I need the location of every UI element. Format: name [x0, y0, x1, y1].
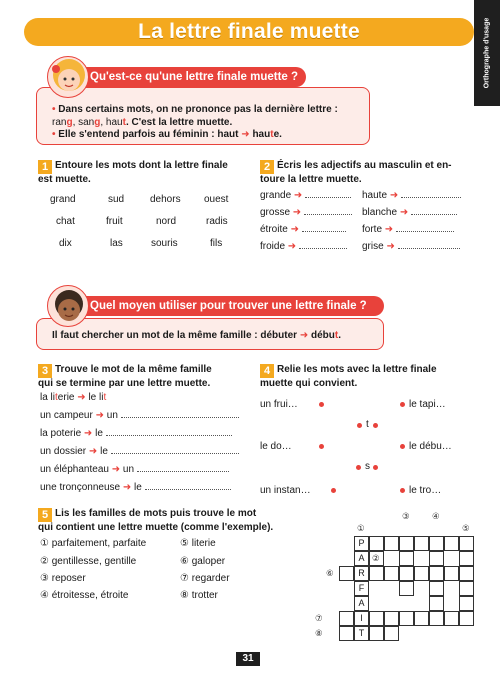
boy-avatar	[47, 285, 89, 327]
crossword-cell[interactable]	[399, 551, 414, 566]
family-article: le	[134, 482, 142, 493]
family-list-1: ① parfaitement, parfaite	[40, 538, 147, 549]
adjective-blanche: blanche	[362, 207, 398, 218]
definition-text-2: . C'est la lettre muette.	[125, 117, 233, 128]
word-haut: hau	[105, 117, 123, 128]
word-sud[interactable]: sud	[108, 194, 125, 205]
link-dot[interactable]	[357, 423, 362, 428]
adjective-haute: haute	[362, 190, 388, 201]
exercise-5-title	[38, 508, 318, 535]
exercise-3-title-line-2: qui se termine par une lettre muette.	[38, 378, 211, 389]
family-list-2: ② gentillesse, gentille	[40, 556, 137, 567]
crossword-cell[interactable]	[369, 536, 384, 551]
link-word-tapis: le tapi…	[409, 399, 446, 410]
example-lit-letter: t	[103, 392, 107, 403]
family-list-6: ⑥ galoper	[180, 556, 226, 567]
crossword-cell-letter[interactable]: A	[354, 596, 369, 611]
method-banner: Quel moyen utiliser pour trouver une lettre finale ?	[70, 296, 384, 316]
link-dot[interactable]	[400, 488, 405, 493]
adjective-froide: froide	[260, 241, 286, 252]
exercise-1-title-line-2: est muette.	[38, 174, 91, 185]
word-haut-end: t	[122, 117, 126, 128]
link-left-3	[260, 485, 311, 496]
method-text: Il faut chercher un mot de la même famille : débuter	[52, 330, 298, 341]
link-dot[interactable]	[356, 465, 361, 470]
crossword-clue-number: ⑥	[326, 568, 334, 578]
adjective-grande: grande	[260, 190, 292, 201]
exercise-1-title	[38, 160, 248, 187]
answer-blank[interactable]	[398, 241, 460, 249]
word-dix[interactable]: dix	[59, 238, 72, 249]
exercise-4-title-line-2: muette qui convient.	[260, 378, 358, 389]
crossword-clue-number: ⑧	[315, 628, 323, 638]
crossword-cell[interactable]	[384, 536, 399, 551]
link-word-dos: le do…	[260, 441, 292, 452]
exercise-3-title-line-1: Trouve le mot de la même famille	[55, 364, 212, 375]
crossword-cell[interactable]	[339, 626, 354, 641]
word-fruit[interactable]: fruit	[106, 216, 123, 227]
page-number: 31	[236, 652, 260, 666]
family-row-4: un éléphanteau ➜ un	[40, 464, 229, 475]
crossword-clue-number: ③	[402, 511, 410, 521]
family-article: le	[95, 428, 103, 439]
crossword-cell[interactable]	[444, 611, 459, 626]
crossword-cell[interactable]	[339, 566, 354, 581]
crossword-cell[interactable]	[414, 611, 429, 626]
link-dot[interactable]	[400, 402, 405, 407]
family-article: un	[106, 410, 118, 421]
example-literie-start: la li	[40, 392, 56, 403]
family-row-3: un dossier ➜ le	[40, 446, 239, 457]
link-right-3	[409, 485, 441, 496]
adjective-row-4-right: grise ➜	[362, 241, 460, 252]
crossword-cell[interactable]	[444, 566, 459, 581]
crossword-cell[interactable]	[429, 551, 444, 566]
crossword-cell[interactable]	[399, 566, 414, 581]
method-line	[52, 330, 341, 341]
crossword-cell-letter[interactable]: T	[354, 626, 369, 641]
crossword-cell[interactable]	[429, 611, 444, 626]
family-row-2: la poterie ➜ le	[40, 428, 232, 439]
answer-blank[interactable]	[121, 410, 239, 418]
crossword-cell[interactable]	[459, 536, 474, 551]
title-bar	[24, 18, 474, 46]
adjective-row-3-left: étroite ➜	[260, 224, 346, 235]
crossword-cell[interactable]	[399, 536, 414, 551]
crossword-cell[interactable]	[399, 611, 414, 626]
definition-line-1: • Dans certains mots, on ne prononce pas la dernière lettre :	[52, 104, 338, 115]
word-grand[interactable]: grand	[50, 194, 76, 205]
crossword-cell-letter[interactable]: F	[354, 581, 369, 596]
link-letter-t: t	[366, 419, 369, 430]
definition-text-1: Dans certains mots, on ne prononce pas la dernière lettre :	[58, 104, 338, 115]
link-right-2	[409, 441, 452, 452]
exercise-2-title-line-2: toure la lettre muette.	[260, 174, 362, 185]
crossword-cell[interactable]	[384, 566, 399, 581]
word-souris[interactable]: souris	[151, 238, 178, 249]
word-las[interactable]: las	[110, 238, 123, 249]
example-lit: le li	[88, 392, 104, 403]
family-word: un campeur	[40, 410, 93, 421]
crossword-cell-letter[interactable]: R	[354, 566, 369, 581]
family-word: la poterie	[40, 428, 82, 439]
family-list-3: ③ reposer	[40, 573, 86, 584]
family-list-4: ④ étroitesse, étroite	[40, 590, 129, 601]
word-haute: hau	[252, 129, 271, 140]
word-debut-tail: .	[338, 330, 342, 341]
exercise-5-title-line-2: qui contient une lettre muette (comme l'exemple).	[38, 522, 274, 533]
answer-blank[interactable]	[145, 482, 231, 490]
answer-blank[interactable]	[111, 446, 239, 454]
adjective-row-2-right: blanche ➜	[362, 207, 457, 218]
crossword-cell[interactable]	[429, 581, 444, 596]
link-letter-s: s	[365, 461, 370, 472]
adjective-forte: forte	[362, 224, 383, 235]
exercise-3-title	[38, 364, 248, 391]
crossword-cell[interactable]	[384, 626, 399, 641]
adjective-grosse: grosse	[260, 207, 291, 218]
family-article: le	[100, 446, 108, 457]
crossword-cell[interactable]	[444, 536, 459, 551]
exercise-4-number: 4	[260, 364, 274, 378]
crossword-cell-letter[interactable]: I	[354, 611, 369, 626]
family-article: un	[122, 464, 135, 475]
word-fils[interactable]: fils	[210, 238, 223, 249]
link-word-trop: le tro…	[409, 485, 442, 496]
definition-banner: Qu'est-ce qu'une lettre finale muette ?	[70, 67, 306, 87]
link-dot[interactable]	[373, 465, 378, 470]
word-rang: ran	[52, 117, 67, 128]
family-list-8: ⑧ trotter	[180, 590, 218, 601]
crossword-cell-letter[interactable]: P	[354, 536, 369, 551]
definition-text-3: Elle s'entend parfois au féminin : haut	[58, 129, 239, 140]
word-rang-end: g	[66, 117, 73, 128]
crossword-cell[interactable]	[459, 596, 474, 611]
word-radis[interactable]: radis	[206, 216, 228, 227]
crossword-cell[interactable]	[414, 536, 429, 551]
link-dot[interactable]	[319, 444, 324, 449]
word-dehors[interactable]: dehors	[150, 194, 181, 205]
exercise-2-title	[260, 160, 470, 187]
example-literie-end: erie	[57, 392, 75, 403]
adjective-row-2-left: grosse ➜	[260, 207, 352, 218]
link-dot[interactable]	[319, 402, 324, 407]
family-list-5: ⑤ literie	[180, 538, 216, 549]
exercise-1-number: 1	[38, 160, 52, 174]
side-tab	[474, 0, 500, 106]
exercise-5-title-line-1: Lis les familles de mots puis trouve le mot	[55, 508, 257, 519]
link-right-1	[409, 399, 446, 410]
exercise-2-number: 2	[260, 160, 274, 174]
crossword-clue-number: ⑤	[462, 523, 470, 533]
crossword-cell[interactable]	[399, 581, 414, 596]
word-nord[interactable]: nord	[156, 216, 177, 227]
link-word-instant: un instan…	[260, 485, 311, 496]
adjective-grise: grise	[362, 241, 384, 252]
word-ouest[interactable]: ouest	[204, 194, 229, 205]
crossword-clue-number: ④	[432, 511, 440, 521]
family-word: une tronçonneuse	[40, 482, 121, 493]
word-chat[interactable]: chat	[56, 216, 75, 227]
answer-blank[interactable]	[304, 207, 352, 215]
word-haute-tail: e.	[273, 129, 282, 140]
exercise-4-title-line-1: Relie les mots avec la lettre finale	[277, 364, 437, 375]
word-haute-letter: t	[270, 129, 274, 140]
crossword-cell[interactable]	[414, 566, 429, 581]
crossword-cell[interactable]	[429, 536, 444, 551]
crossword-cell-letter[interactable]: A	[354, 551, 369, 566]
family-word: un éléphanteau	[40, 464, 109, 475]
crossword-cell[interactable]	[384, 611, 399, 626]
answer-blank[interactable]	[411, 207, 457, 215]
word-debut: débu	[311, 330, 335, 341]
answer-blank[interactable]	[305, 190, 351, 198]
link-word-fruit: un frui…	[260, 399, 298, 410]
definition-line-3: • Elle s'entend parfois au féminin : haut ➜ haute.	[52, 129, 282, 140]
adjective-row-4-left: froide ➜	[260, 241, 347, 252]
adjective-row-3-right: forte ➜	[362, 224, 454, 235]
crossword-cell[interactable]	[459, 611, 474, 626]
crossword-cell[interactable]	[459, 551, 474, 566]
exercise-5-number: 5	[38, 508, 52, 522]
exercise-1-title-line-1: Entoure les mots dont la lettre finale	[55, 160, 228, 171]
link-left-1	[260, 399, 298, 410]
answer-blank[interactable]	[401, 190, 461, 198]
answer-blank[interactable]	[302, 224, 346, 232]
crossword-cell[interactable]	[429, 596, 444, 611]
crossword-clue-number: ②	[372, 553, 380, 563]
adjective-row-1-left: grande ➜	[260, 190, 351, 201]
family-row-1: un campeur ➜ un	[40, 410, 239, 421]
word-sang: san	[78, 117, 95, 128]
example-literie-letter: t	[55, 392, 58, 403]
word-sang-end: g	[94, 117, 101, 128]
link-dot[interactable]	[331, 488, 336, 493]
arrow-icon: ➜	[299, 330, 309, 341]
family-list-7: ⑦ regarder	[180, 573, 230, 584]
answer-blank[interactable]	[137, 464, 229, 472]
crossword-cell[interactable]	[459, 566, 474, 581]
crossword-clue-number: ⑦	[315, 613, 323, 623]
exercise-4-title	[260, 364, 470, 391]
crossword-cell[interactable]	[429, 566, 444, 581]
word-debut-letter: t	[334, 330, 339, 341]
crossword-cell[interactable]	[369, 611, 384, 626]
answer-blank[interactable]	[299, 241, 347, 249]
family-row-5: une tronçonneuse ➜ le	[40, 482, 231, 493]
exercise-2-title-line-1: Écris les adjectifs au masculin et en-	[277, 160, 452, 171]
adjective-etroite: étroite	[260, 224, 288, 235]
family-word: un dossier	[40, 446, 87, 457]
definition-line-2: rang, sang, haut. C'est la lettre muette.	[52, 117, 233, 128]
link-dot[interactable]	[400, 444, 405, 449]
link-left-2	[260, 441, 292, 452]
crossword-clue-number: ①	[357, 523, 365, 533]
page-title: La lettre finale muette	[138, 20, 360, 43]
link-dot[interactable]	[373, 423, 378, 428]
side-tab-label: Orthographe d'usage	[483, 17, 491, 89]
crossword-cell[interactable]	[369, 566, 384, 581]
arrow-icon: ➜	[241, 129, 250, 140]
answer-blank[interactable]	[106, 428, 232, 436]
crossword-cell[interactable]	[369, 626, 384, 641]
link-word-debut: le débu…	[409, 441, 452, 452]
crossword-cell[interactable]	[459, 581, 474, 596]
girl-avatar	[47, 56, 89, 98]
adjective-row-1-right: haute ➜	[362, 190, 461, 201]
exercise-3-number: 3	[38, 364, 52, 378]
crossword-cell[interactable]	[339, 611, 354, 626]
example-row: la literie ➜ le lit	[40, 392, 107, 403]
answer-blank[interactable]	[396, 224, 454, 232]
